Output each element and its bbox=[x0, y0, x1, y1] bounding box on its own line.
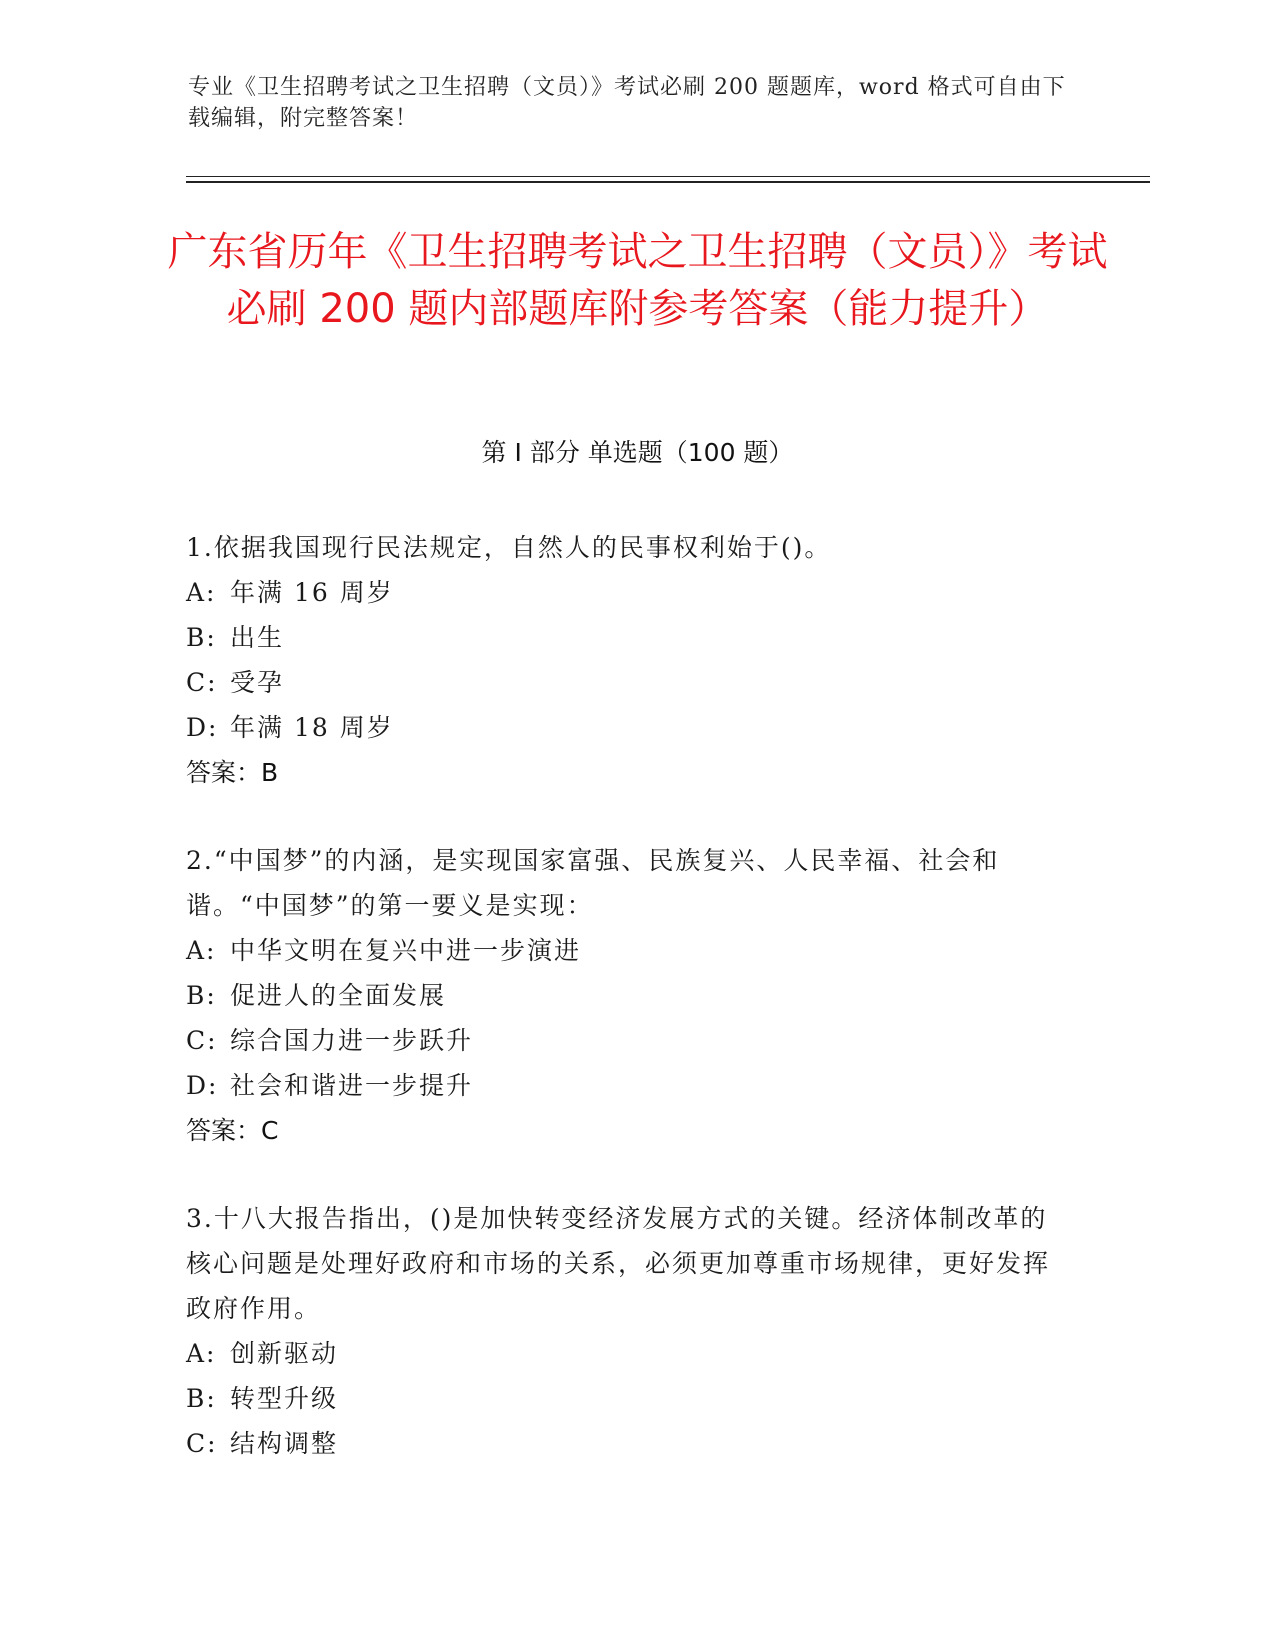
option-a bbox=[186, 570, 1066, 615]
option-c bbox=[186, 660, 1066, 705]
option-text: 年满 18 周岁 bbox=[230, 713, 394, 742]
question-stem: 1.依据我国现行民法规定，自然人的民事权利始于()。 bbox=[186, 533, 832, 562]
option-text: 转型升级 bbox=[230, 1384, 339, 1413]
option-letter: B: bbox=[186, 1384, 217, 1413]
option-letter: C: bbox=[186, 668, 218, 697]
option-d bbox=[186, 1063, 1066, 1108]
header-note: 专业《卫生招聘考试之卫生招聘（文员）》考试必刷 200 题题库，word 格式可自由下载编辑，附完整答案！ bbox=[188, 75, 1066, 131]
option-b bbox=[186, 615, 1066, 660]
header-divider-thin bbox=[186, 176, 1150, 177]
option-letter: C: bbox=[186, 1429, 218, 1458]
option-d bbox=[186, 705, 1066, 750]
option-text: 促进人的全面发展 bbox=[230, 981, 447, 1010]
answer-line: 答案：B bbox=[186, 758, 279, 787]
option-text: 社会和谐进一步提升 bbox=[230, 1071, 474, 1100]
answer-line: 答案：C bbox=[186, 1116, 279, 1145]
header-divider-thick bbox=[186, 181, 1150, 183]
option-a bbox=[186, 1331, 1066, 1376]
option-letter: A: bbox=[186, 936, 217, 965]
option-letter: D: bbox=[186, 713, 219, 742]
option-c bbox=[186, 1421, 1066, 1466]
section-title: 第 I 部分 单选题（100 题） bbox=[481, 438, 794, 467]
option-text: 综合国力进一步跃升 bbox=[230, 1026, 474, 1055]
question-2 bbox=[186, 838, 1066, 1153]
option-letter: B: bbox=[186, 981, 217, 1010]
option-text: 结构调整 bbox=[230, 1429, 339, 1458]
question-stem: 2.“中国梦”的内涵，是实现国家富强、民族复兴、人民幸福、社会和谐。“中国梦”的第一要义是实现： bbox=[186, 846, 1000, 920]
question-stem: 3.十八大报告指出，()是加快转变经济发展方式的关键。经济体制改革的核心问题是处理好政府和市场的关系，必须更加尊重市场规律，更好发挥政府作用。 bbox=[186, 1204, 1051, 1323]
option-b bbox=[186, 973, 1066, 1018]
option-a bbox=[186, 928, 1066, 973]
option-text: 出生 bbox=[230, 623, 285, 652]
question-3 bbox=[186, 1196, 1066, 1466]
option-text: 年满 16 周岁 bbox=[230, 578, 394, 607]
option-letter: D: bbox=[186, 1071, 219, 1100]
option-text: 受孕 bbox=[230, 668, 285, 697]
option-letter: B: bbox=[186, 623, 217, 652]
option-text: 创新驱动 bbox=[230, 1339, 339, 1368]
option-c bbox=[186, 1018, 1066, 1063]
question-1 bbox=[186, 525, 1066, 795]
document-title: 广东省历年《卫生招聘考试之卫生招聘（文员）》考试必刷 200 题内部题库附参考答案（能力提升） bbox=[167, 229, 1108, 332]
option-letter: A: bbox=[186, 1339, 217, 1368]
question-list bbox=[186, 525, 1066, 1509]
option-letter: A: bbox=[186, 578, 217, 607]
option-text: 中华文明在复兴中进一步演进 bbox=[230, 936, 582, 965]
option-b bbox=[186, 1376, 1066, 1421]
option-letter: C: bbox=[186, 1026, 218, 1055]
